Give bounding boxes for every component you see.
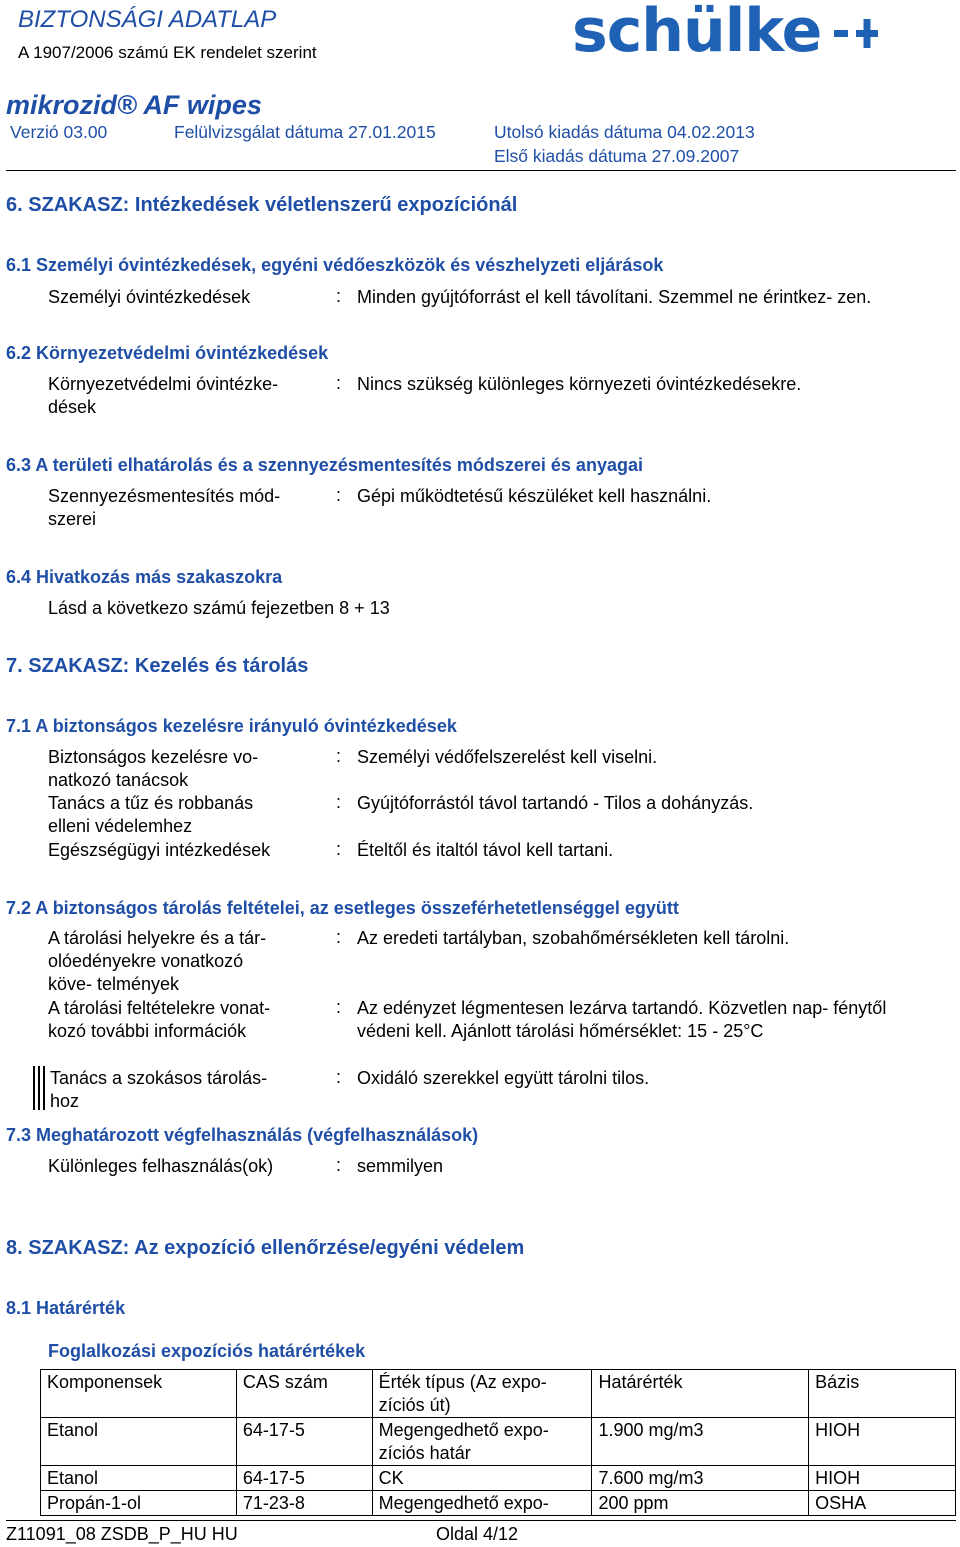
field-label: Környezetvédelmi óvintézke- dések bbox=[48, 374, 279, 417]
table-header-cell: CAS szám bbox=[236, 1370, 372, 1418]
separator: : bbox=[336, 927, 342, 947]
revision-date: Felülvizsgálat dátuma 27.01.2015 bbox=[174, 122, 436, 142]
section-6-4-title: 6.4 Hivatkozás más szakaszokra bbox=[6, 567, 283, 587]
table-cell: 64-17-5 bbox=[236, 1418, 372, 1466]
table-row bbox=[41, 1491, 956, 1516]
field-value: Minden gyújtóforrást el kell távolítani. Szemmel ne érintkez- zen. bbox=[357, 287, 872, 307]
document-type: BIZTONSÁGI ADATLAP bbox=[18, 6, 277, 33]
document-code: Z11091_08 ZSDB_P_HU HU bbox=[6, 1524, 238, 1544]
section-7-title: 7. SZAKASZ: Kezelés és tárolás bbox=[6, 655, 309, 677]
field-value: Gépi működtetésű készüléket kell használni. bbox=[357, 486, 712, 506]
page-number: Oldal 4/12 bbox=[436, 1524, 519, 1544]
table-header-cell: Komponensek bbox=[41, 1370, 237, 1418]
first-issue-date: Első kiadás dátuma 27.09.2007 bbox=[494, 146, 740, 166]
separator: : bbox=[336, 485, 342, 505]
field-value: Személyi védőfelszerelést kell viselni. bbox=[357, 747, 658, 767]
table-cell: 71-23-8 bbox=[236, 1491, 372, 1516]
product-name: mikrozid® AF wipes bbox=[6, 90, 262, 120]
field-label: Egészségügyi intézkedések bbox=[48, 840, 271, 860]
field-value: Ételtől és italtól távol kell tartani. bbox=[357, 840, 614, 860]
field-label: Tanács a tűz és robbanás elleni védelemhez bbox=[48, 793, 254, 836]
separator: : bbox=[336, 373, 342, 393]
footer-divider bbox=[6, 1520, 956, 1521]
table-cell: Megengedhető expo- bbox=[372, 1491, 592, 1516]
table-header-cell: Bázis bbox=[809, 1370, 956, 1418]
field-label: Személyi óvintézkedések bbox=[48, 287, 251, 307]
section-6-1-title: 6.1 Személyi óvintézkedések, egyéni védőeszközök és vészhelyzeti eljárások bbox=[6, 255, 664, 275]
field-label: A tárolási helyekre és a tár- olóedényekre vonatkozó köve- telmények bbox=[48, 928, 267, 994]
table-header-cell: Határérték bbox=[592, 1370, 809, 1418]
section-8-title: 8. SZAKASZ: Az expozíció ellenőrzése/egyéni védelem bbox=[6, 1237, 525, 1259]
table-cell: OSHA bbox=[809, 1491, 956, 1516]
table-header-cell: Érték típus (Az expo- zíciós út) bbox=[372, 1370, 592, 1418]
table-header-row bbox=[41, 1370, 956, 1418]
field-label: Szennyezésmentesítés mód- szerei bbox=[48, 486, 281, 529]
field-label: Biztonságos kezelésre vo- natkozó tanácsok bbox=[48, 747, 259, 790]
table-cell: Propán-1-ol bbox=[41, 1491, 237, 1516]
table-cell: 64-17-5 bbox=[236, 1466, 372, 1491]
table-row bbox=[41, 1418, 956, 1466]
field-value: Oxidáló szerekkel együtt tárolni tilos. bbox=[357, 1068, 650, 1088]
section-6-2-title: 6.2 Környezetvédelmi óvintézkedések bbox=[6, 343, 329, 363]
table-cell: Etanol bbox=[41, 1466, 237, 1491]
table-cell: Megengedhető expo- zíciós határ bbox=[372, 1418, 592, 1466]
table-cell: CK bbox=[372, 1466, 592, 1491]
separator: : bbox=[336, 1067, 342, 1087]
table-title: Foglalkozási expozíciós határértékek bbox=[48, 1341, 366, 1361]
section-7-3-title: 7.3 Meghatározott végfelhasználás (végfelhasználások) bbox=[6, 1125, 479, 1145]
table-row bbox=[41, 1466, 956, 1491]
separator: : bbox=[336, 286, 342, 306]
table-cell: 1.900 mg/m3 bbox=[592, 1418, 809, 1466]
separator: : bbox=[336, 997, 342, 1017]
section-7-2-title: 7.2 A biztonságos tárolás feltételei, az esetleges összeférhetetlenséggel együtt bbox=[6, 898, 679, 918]
table-cell: HIOH bbox=[809, 1466, 956, 1491]
change-bar bbox=[33, 1066, 35, 1110]
change-bar bbox=[38, 1066, 40, 1110]
section-7-1-title: 7.1 A biztonságos kezelésre irányuló óvintézkedések bbox=[6, 716, 457, 736]
field-value: semmilyen bbox=[357, 1156, 444, 1176]
brand-logo-mark-icon bbox=[832, 13, 882, 53]
section-6-3-title: 6.3 A területi elhatárolás és a szennyezésmentesítés módszerei és anyagai bbox=[6, 455, 643, 475]
table-cell: 7.600 mg/m3 bbox=[592, 1466, 809, 1491]
field-value: Az eredeti tartályban, szobahőmérsékleten kell tárolni. bbox=[357, 928, 790, 948]
field-label: Tanács a szokásos tárolás- hoz bbox=[50, 1068, 268, 1111]
regulation-reference: A 1907/2006 számú EK rendelet szerint bbox=[18, 43, 317, 62]
brand-logo bbox=[572, 0, 882, 66]
separator: : bbox=[336, 1155, 342, 1175]
section-8-1-title: 8.1 Határérték bbox=[6, 1298, 126, 1318]
header-divider bbox=[6, 170, 956, 171]
exposure-limits-table bbox=[40, 1369, 956, 1516]
field-label: Különleges felhasználás(ok) bbox=[48, 1156, 274, 1176]
section-6-title: 6. SZAKASZ: Intézkedések véletlenszerű expozíciónál bbox=[6, 194, 518, 216]
change-bar bbox=[43, 1066, 45, 1110]
brand-logo-text: schülke bbox=[572, 0, 822, 66]
table-cell: 200 ppm bbox=[592, 1491, 809, 1516]
version: Verzió 03.00 bbox=[10, 122, 108, 142]
field-value: Nincs szükség különleges környezeti óvintézkedésekre. bbox=[357, 374, 802, 394]
field-value: Az edényzet légmentesen lezárva tartandó. Közvetlen nap- fénytől védeni kell. Ajánlott tárolási hőmérséklet: 15 - 25°C bbox=[357, 998, 887, 1041]
separator: : bbox=[336, 792, 342, 812]
reference-text: Lásd a következo számú fejezetben 8 + 13 bbox=[48, 598, 390, 618]
field-label: A tárolási feltételekre vonat- kozó további információk bbox=[48, 998, 271, 1041]
table-cell: Etanol bbox=[41, 1418, 237, 1466]
separator: : bbox=[336, 839, 342, 859]
table-cell: HIOH bbox=[809, 1418, 956, 1466]
last-issue-date: Utolsó kiadás dátuma 04.02.2013 bbox=[494, 122, 755, 142]
field-value: Gyújtóforrástól távol tartandó - Tilos a dohányzás. bbox=[357, 793, 754, 813]
separator: : bbox=[336, 746, 342, 766]
